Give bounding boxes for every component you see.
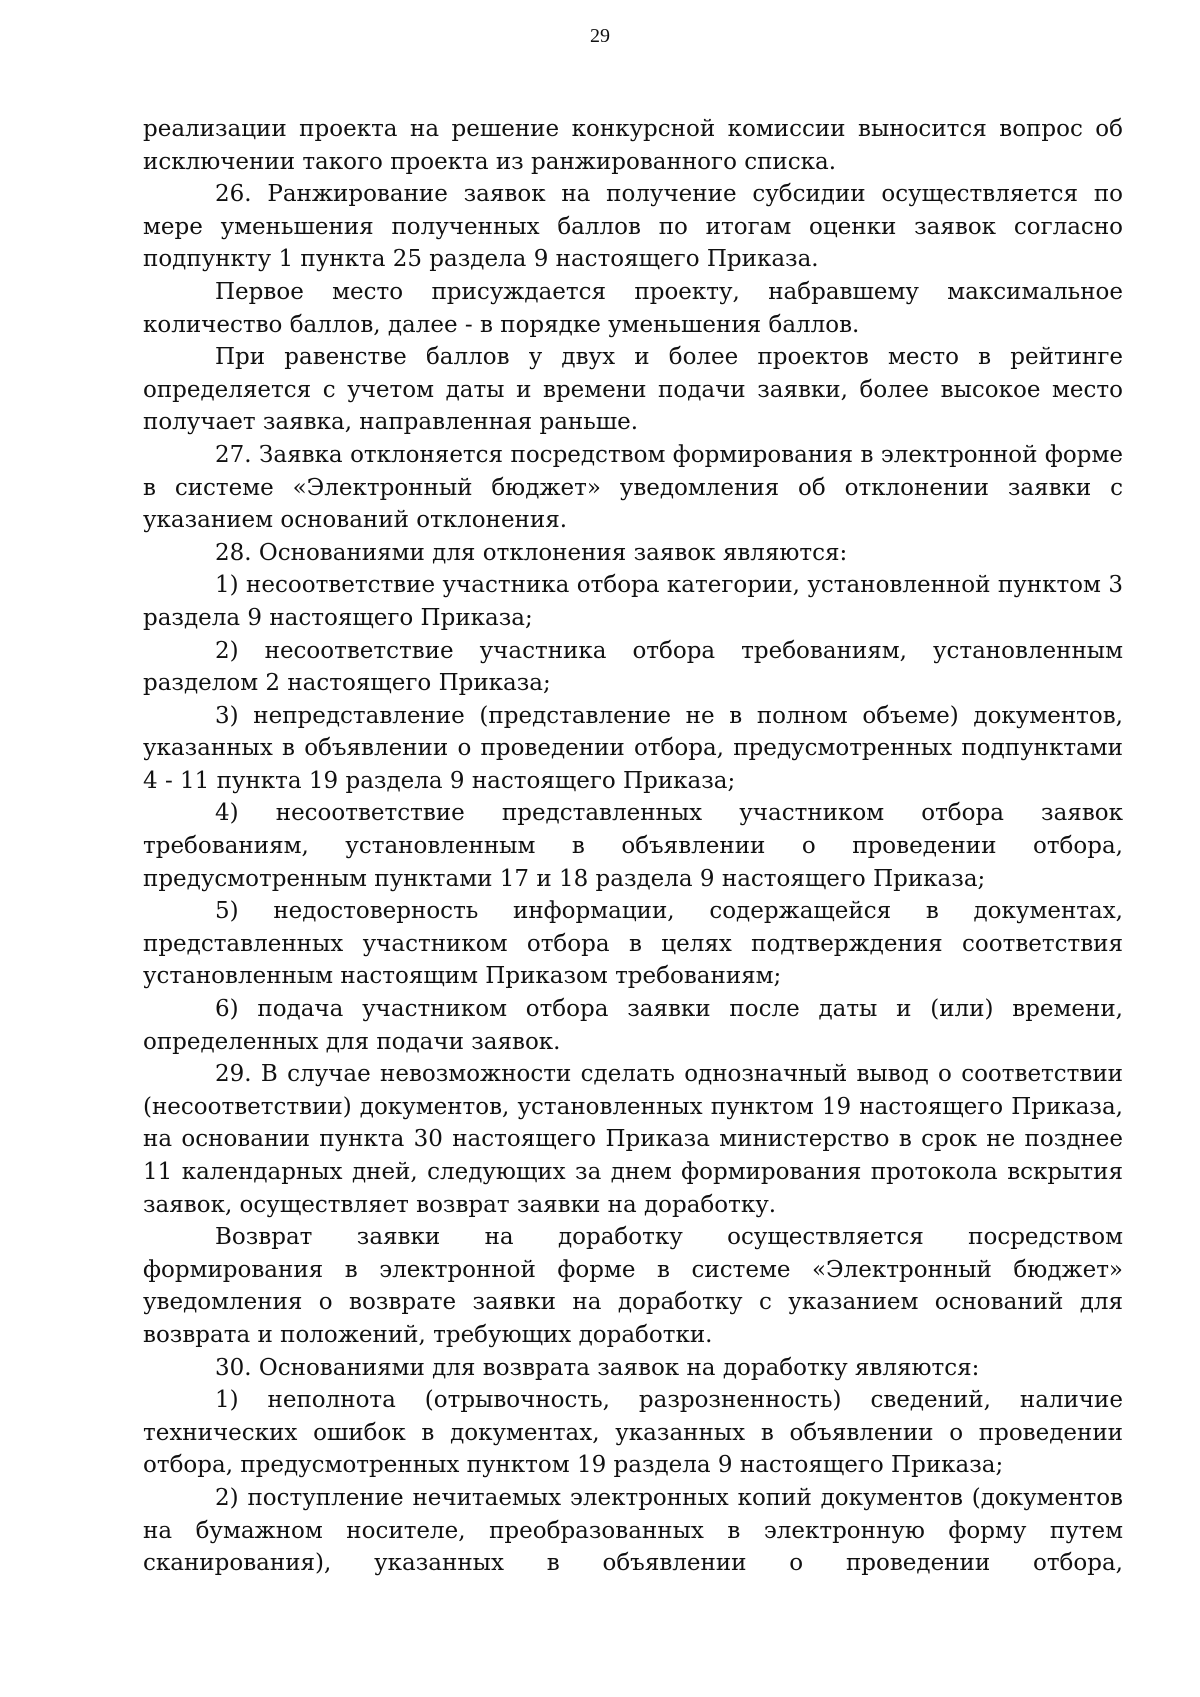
paragraph: 2) поступление нечитаемых электронных копий документов (документов на бумажном носителе, преобразованных в электронную форму путем сканирования), указанных в объявлении о проведении отбора,	[143, 1484, 1123, 1577]
paragraph: 26. Ранжирование заявок на получение субсидии осуществляется по мере уменьшения полученных баллов по итогам оценки заявок согласно подпункту 1 пункта 25 раздела 9 настоящего Приказа.	[143, 181, 1123, 273]
paragraph: 4) несоответствие представленных участником отбора заявок требованиям, установленным в объявлении о проведении отбора, предусмотренным пунктами 17 и 18 раздела 9 настоящего Приказа;	[143, 800, 1123, 892]
document-body	[143, 113, 1123, 1580]
paragraph: 1) неполнота (отрывочность, разрозненность) сведений, наличие технических ошибок в документах, указанных в объявлении о проведении отбора, предусмотренных пунктом 19 раздела 9 настоящего Приказа;	[143, 1387, 1123, 1479]
paragraph: 29. В случае невозможности сделать однозначный вывод о соответствии (несоответствии) документов, установленных пунктом 19 настоящего Приказа, на основании пункта 30 настоящего Приказа министерство в срок не позднее 11 календарных дней, следующих за днем формирования протокола вскрытия заявок, осуществляет возврат заявки на доработку.	[143, 1061, 1123, 1218]
paragraph: 6) подача участником отбора заявки после даты и (или) времени, определенных для подачи заявок.	[143, 996, 1123, 1055]
paragraph: 28. Основаниями для отклонения заявок являются:	[215, 539, 848, 566]
paragraph: При равенстве баллов у двух и более проектов место в рейтинге определяется с учетом даты и времени подачи заявки, более высокое место получает заявка, направленная раньше.	[143, 344, 1123, 436]
paragraph: Первое место присуждается проекту, набравшему максимальное количество баллов, далее - в порядке уменьшения баллов.	[143, 278, 1123, 338]
paragraph: 2) несоответствие участника отбора требованиям, установленным разделом 2 настоящего Приказа;	[143, 637, 1123, 697]
page-number: 29	[590, 25, 610, 47]
paragraph: 3) непредставление (представление не в полном объеме) документов, указанных в объявлении о проведении отбора, предусмотренных подпунктами 4 - 11 пункта 19 раздела 9 настоящего Приказа;	[143, 702, 1123, 794]
paragraph: 1) несоответствие участника отбора категории, установленной пунктом 3 раздела 9 настоящего Приказа;	[143, 572, 1123, 631]
paragraph: 5) недостоверность информации, содержащейся в документах, представленных участником отбора в целях подтверждения соответствия установленным настоящим Приказом требованиям;	[143, 898, 1123, 990]
paragraph: реализации проекта на решение конкурсной комиссии выносится вопрос об исключении такого проекта из ранжированного списка.	[143, 116, 1123, 175]
paragraph: 30. Основаниями для возврата заявок на доработку являются:	[215, 1354, 980, 1381]
paragraph: 27. Заявка отклоняется посредством формирования в электронной форме в системе «Электронный бюджет» уведомления об отклонении заявки с указанием оснований отклонения.	[143, 441, 1123, 534]
paragraph: Возврат заявки на доработку осуществляется посредством формирования в электронной форме в системе «Электронный бюджет» уведомления о возврате заявки на доработку с указанием оснований для возврата и положений, требующих доработки.	[143, 1224, 1123, 1348]
